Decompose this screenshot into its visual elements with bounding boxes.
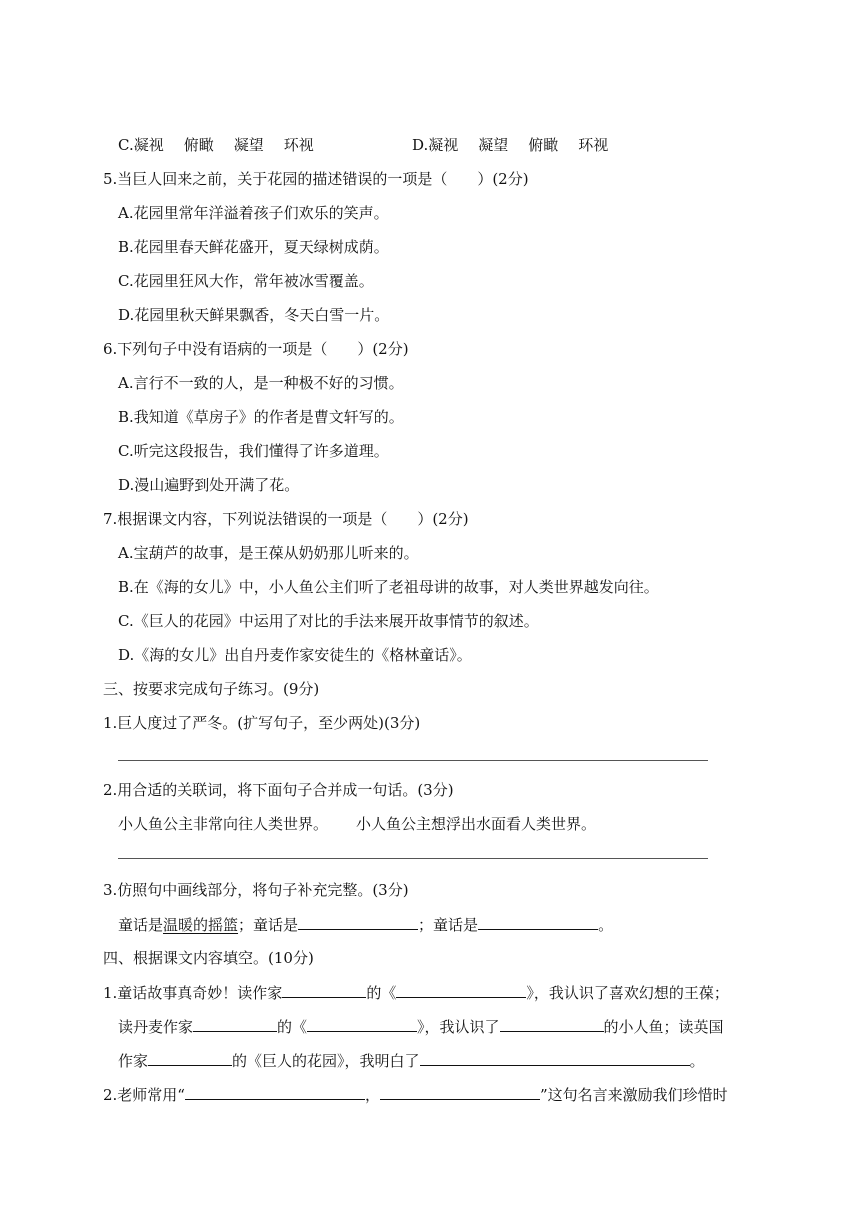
s3-q3-sentence — [118, 914, 613, 935]
answer-line-s3-q1[interactable] — [118, 760, 708, 761]
answer-line-s3-q2[interactable] — [118, 858, 708, 859]
s3-q2-stem: 2.用合适的关联词，将下面句子合并成一句话。(3分) — [103, 781, 454, 799]
q6-option-b: B.我知道《草房子》的作者是曹文轩写的。 — [118, 408, 404, 426]
option-word: C.凝视 — [118, 136, 164, 154]
q5-option-d: D.花园里秋天鲜果飘香，冬天白雪一片。 — [118, 306, 390, 324]
text-segment: ；童话是 — [418, 916, 479, 934]
fill-blank[interactable] — [298, 914, 418, 930]
text-segment: ”这句名言来激励我们珍惜时 — [540, 1086, 728, 1104]
fill-blank[interactable] — [478, 914, 598, 930]
q5-stem: 5.当巨人回来之前，关于花园的描述错误的一项是（ ）(2分) — [103, 170, 529, 188]
text-segment: 作家 — [118, 1052, 149, 1070]
q6-stem: 6.下列句子中没有语病的一项是（ ）(2分) — [103, 340, 409, 358]
text-segment: 的《巨人的花园》，我明白了 — [232, 1052, 420, 1070]
fill-blank[interactable] — [193, 1016, 277, 1032]
q5-option-b: B.花园里春天鲜花盛开，夏天绿树成荫。 — [118, 238, 389, 256]
fill-blank[interactable] — [380, 1084, 540, 1100]
q5-option-a: A.花园里常年洋溢着孩子们欢乐的笑声。 — [118, 204, 389, 222]
s3-q1-stem: 1.巨人度过了严冬。(扩写句子，至少两处)(3分) — [103, 714, 421, 732]
fill-blank[interactable] — [307, 1016, 417, 1032]
text-segment: ， — [364, 1086, 380, 1104]
option-word: D.凝视 — [412, 136, 459, 154]
q4-option-c — [118, 135, 314, 155]
q6-option-a: A.言行不一致的人，是一种极不好的习惯。 — [118, 374, 404, 392]
option-word: 凝望 — [478, 136, 509, 154]
text-segment: 。 — [598, 916, 614, 934]
text-segment: 。 — [689, 1052, 705, 1070]
q7-option-c: C.《巨人的花园》中运用了对比的手法来展开故事情节的叙述。 — [118, 612, 539, 630]
option-word: 凝望 — [233, 136, 264, 154]
text-segment: ；童话是 — [238, 916, 299, 934]
sentence-2: 小人鱼公主想浮出水面看人类世界。 — [356, 815, 597, 833]
underlined-phrase: 温暖的摇篮 — [163, 916, 239, 934]
text-segment: 童话是 — [118, 916, 164, 934]
s4-q1-line1 — [103, 982, 729, 1003]
sentence-1: 小人鱼公主非常向往人类世界。 — [118, 815, 329, 833]
s4-q1-line3 — [118, 1050, 705, 1071]
fill-blank[interactable] — [282, 982, 366, 998]
section3-title: 三、按要求完成句子练习。(9分) — [103, 680, 320, 698]
text-segment: 》，我认识了喜欢幻想的王葆； — [526, 984, 729, 1002]
text-segment: 的小人鱼；读英国 — [603, 1018, 724, 1036]
s4-q1-line2 — [118, 1016, 724, 1037]
text-segment: 的《 — [366, 984, 397, 1002]
option-word: 俯瞰 — [528, 136, 559, 154]
q7-option-d: D.《海的女儿》出自丹麦作家安徒生的《格林童话》。 — [118, 646, 472, 664]
q7-option-b: B.在《海的女儿》中，小人鱼公主们听了老祖母讲的故事，对人类世界越发向往。 — [118, 578, 659, 596]
q6-option-d: D.漫山遍野到处开满了花。 — [118, 476, 300, 494]
text-segment: 的《 — [277, 1018, 308, 1036]
text-segment: 读丹麦作家 — [118, 1018, 194, 1036]
s3-q2-sentences — [118, 814, 596, 834]
fill-blank[interactable] — [148, 1050, 232, 1066]
text-segment: 1.童话故事真奇妙！读作家 — [103, 984, 283, 1002]
fill-blank[interactable] — [396, 982, 526, 998]
q5-option-c: C.花园里狂风大作，常年被冰雪覆盖。 — [118, 272, 374, 290]
option-word: 俯瞰 — [183, 136, 214, 154]
text-segment: 2.老师常用“ — [103, 1086, 185, 1104]
q6-option-c: C.听完这段报告，我们懂得了许多道理。 — [118, 442, 389, 460]
q4-option-d — [412, 135, 608, 155]
q7-option-a: A.宝葫芦的故事，是王葆从奶奶那儿听来的。 — [118, 544, 419, 562]
text-segment: 》，我认识了 — [417, 1018, 500, 1036]
q7-stem: 7.根据课文内容，下列说法错误的一项是（ ）(2分) — [103, 510, 469, 528]
option-word: 环视 — [578, 136, 609, 154]
fill-blank[interactable] — [185, 1084, 365, 1100]
fill-blank[interactable] — [420, 1050, 690, 1066]
fill-blank[interactable] — [500, 1016, 604, 1032]
s3-q3-stem: 3.仿照句中画线部分，将句子补充完整。(3分) — [103, 881, 409, 899]
option-word: 环视 — [283, 136, 314, 154]
s4-q2-line1 — [103, 1084, 728, 1105]
section4-title: 四、根据课文内容填空。(10分) — [103, 949, 314, 967]
